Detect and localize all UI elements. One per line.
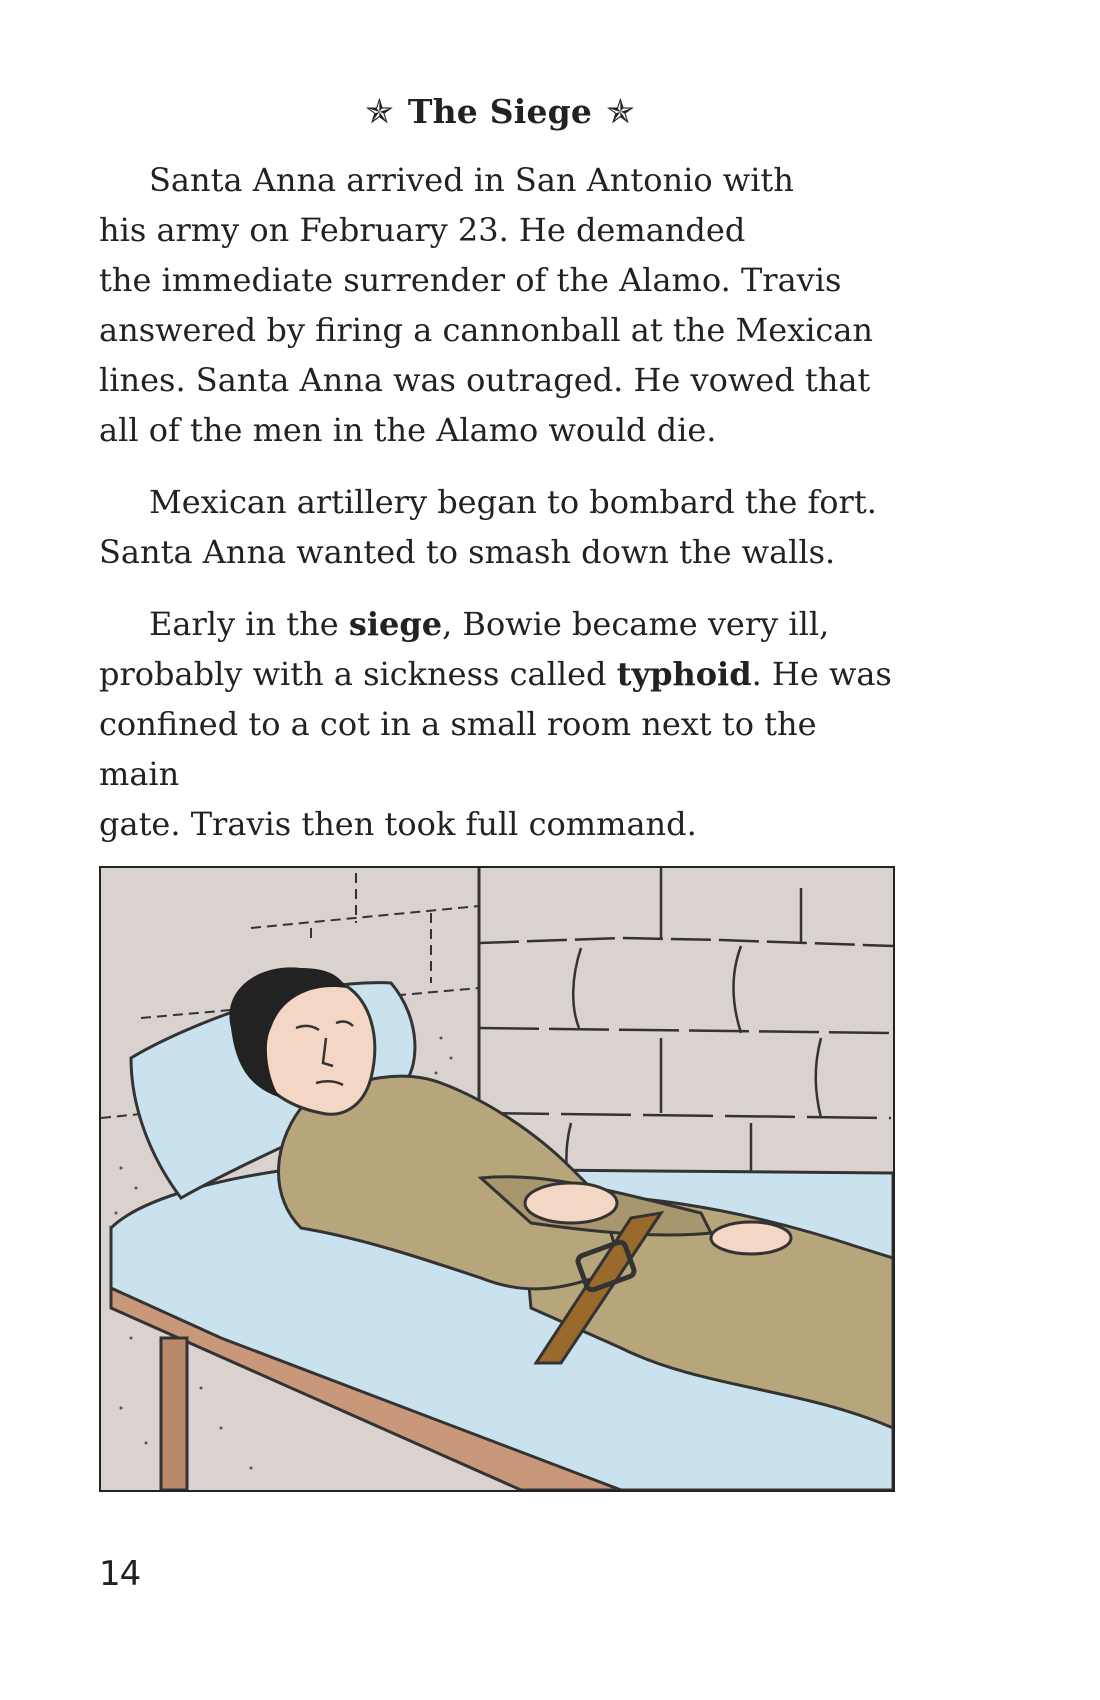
section-heading bbox=[0, 92, 1000, 132]
text-fragment: probably with a sickness called bbox=[99, 655, 617, 693]
text-line: lines. Santa Anna was outraged. He vowed that bbox=[99, 361, 871, 399]
paragraph-2 bbox=[99, 477, 899, 577]
text-line: Mexican artillery began to bombard the fort. bbox=[149, 483, 877, 521]
paragraph-3 bbox=[99, 599, 899, 849]
text-fragment: , Bowie became very ill, bbox=[442, 605, 830, 643]
illustration-drawing bbox=[101, 868, 893, 1490]
text-line: answered by firing a cannonball at the Mexican bbox=[99, 311, 874, 349]
text-fragment: Early in the bbox=[149, 605, 349, 643]
paragraph-1 bbox=[99, 155, 899, 455]
page-number: 14 bbox=[99, 1554, 141, 1594]
heading-title: The Siege bbox=[407, 92, 593, 131]
text-line: Santa Anna wanted to smash down the walls. bbox=[99, 533, 836, 571]
glossary-term-siege: siege bbox=[348, 605, 443, 643]
hand bbox=[525, 1183, 617, 1223]
illustration-bowie-on-cot bbox=[99, 866, 895, 1492]
cot-leg bbox=[161, 1338, 187, 1490]
text-line: the immediate surrender of the Alamo. Travis bbox=[99, 261, 842, 299]
text-line: all of the men in the Alamo would die. bbox=[99, 411, 717, 449]
text-line: Santa Anna arrived in San Antonio with bbox=[149, 161, 794, 199]
star-right-icon: ✯ bbox=[606, 92, 635, 132]
hand bbox=[711, 1222, 791, 1254]
body-text bbox=[99, 155, 899, 871]
text-line: gate. Travis then took full command. bbox=[99, 805, 697, 843]
text-line: his army on February 23. He demanded bbox=[99, 211, 746, 249]
star-left-icon: ✯ bbox=[365, 92, 394, 132]
glossary-term-typhoid: typhoid bbox=[616, 655, 752, 693]
text-line: confined to a cot in a small room next to the main bbox=[99, 705, 817, 793]
text-fragment: . He was bbox=[751, 655, 892, 693]
